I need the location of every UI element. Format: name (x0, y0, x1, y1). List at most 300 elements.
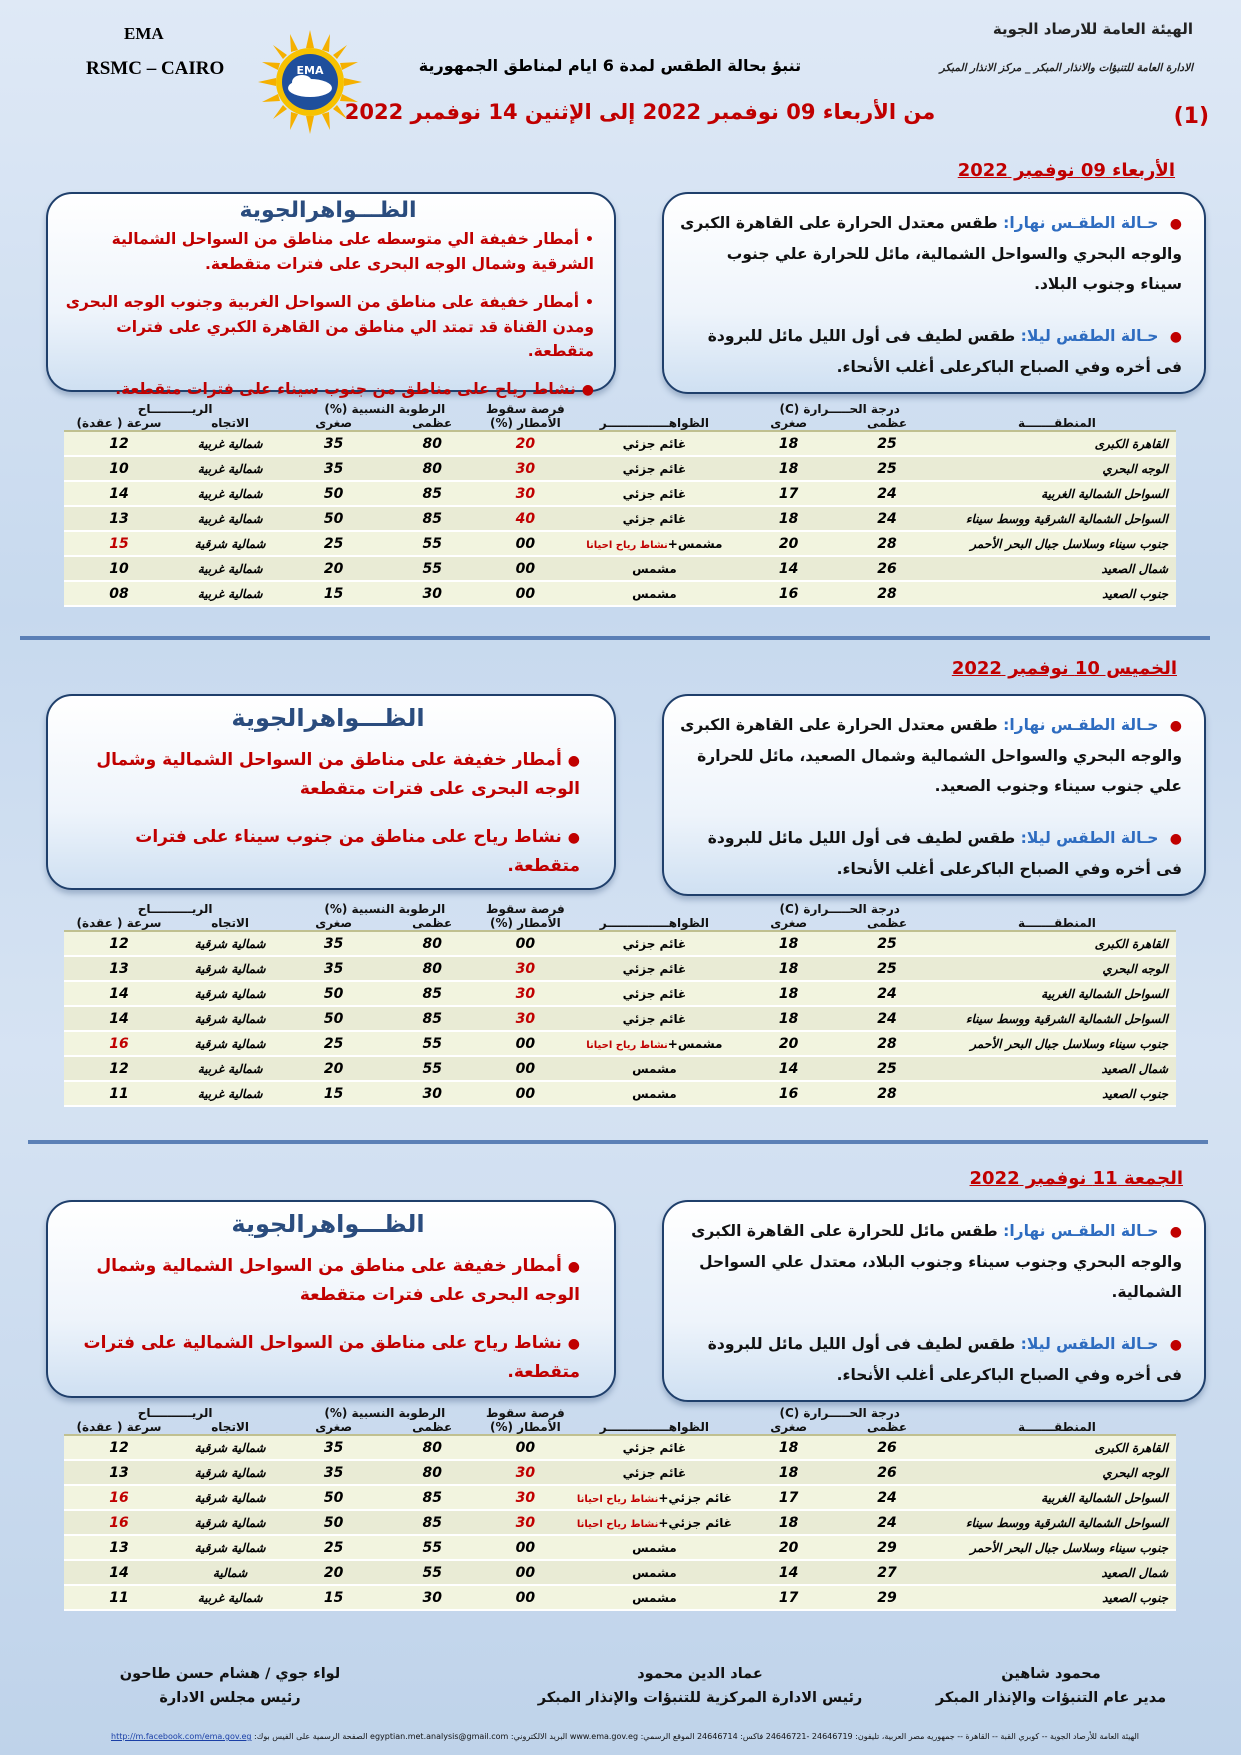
hum-max-cell: 80 (381, 456, 483, 481)
hum-max-cell: 30 (381, 581, 483, 606)
region-cell: الوجه البحري (938, 1460, 1176, 1485)
col-temp-max: عظمى (866, 916, 908, 930)
bullet-icon: ● (1169, 216, 1182, 232)
signature-3 (100, 1662, 360, 1710)
page-title: تنبؤ بحالة الطقس لمدة 6 ايام لمناطق الجمهورية (418, 56, 802, 75)
temp-max-cell: 25 (836, 931, 938, 956)
signature-2 (520, 1662, 880, 1710)
rsmc-label: RSMC – CAIRO (86, 58, 225, 79)
wind-dir-cell: شمالية غربية (174, 1056, 286, 1081)
table-row (64, 1435, 1176, 1460)
bullet-icon: • (585, 232, 594, 248)
phenomena-cell (567, 506, 741, 531)
temp-min-cell: 18 (741, 1460, 836, 1485)
rain-chance-cell: 00 (483, 1585, 567, 1610)
day-separator (20, 636, 1210, 640)
wind-speed-cell: 12 (64, 431, 174, 456)
day1-night-state (680, 321, 1182, 382)
col-temp-max: عظمى (866, 1420, 908, 1434)
col-region: المنطقـــــــة (1018, 1420, 1096, 1434)
region-cell: الوجه البحري (938, 956, 1176, 981)
day1-day-text: طقس معتدل الحرارة على القاهرة الكبرى والوجه البحري والسواحل الشمالية، مائل للحرارة علي جنوب سيناء وجنوب البلاد. (680, 214, 1182, 293)
phenomena-cell (567, 1081, 741, 1106)
hum-max-cell: 80 (381, 431, 483, 456)
col-wind-dir: الاتجاه (211, 416, 249, 430)
bullet-icon: ● (567, 830, 580, 846)
wind-activity-note: نشاط رياح احيانا (576, 1493, 659, 1505)
hum-max-cell: 85 (381, 981, 483, 1006)
wind-speed-cell: 13 (64, 956, 174, 981)
table-row (64, 456, 1176, 481)
temp-max-cell: 28 (836, 1081, 938, 1106)
wind-activity-note: نشاط رياح احيانا (586, 1039, 668, 1051)
hum-min-cell: 50 (286, 506, 381, 531)
col-wind: الريــــــــــاح (137, 402, 213, 416)
temp-min-cell: 16 (741, 581, 836, 606)
day-separator (28, 1140, 1208, 1144)
wind-dir-cell: شمالية غربية (174, 456, 286, 481)
hum-min-cell: 15 (286, 1585, 381, 1610)
dept-name: الادارة العامة للتنبؤات والانذار المبكر _ مركز الانذار المبكر (939, 62, 1193, 74)
col-temp-min: صغرى (770, 1420, 808, 1434)
hum-max-cell: 80 (381, 956, 483, 981)
phenomena-text: غائم جزئي (622, 1440, 687, 1455)
phenomena-text: مشمس (632, 561, 677, 576)
phenomena-cell (567, 456, 741, 481)
hum-min-cell: 20 (286, 1056, 381, 1081)
day1-date: الأربعاء 09 نوفمبر 2022 (957, 160, 1175, 181)
day-state-label: حـالة الطقـس نهارا: (1003, 214, 1159, 232)
col-region: المنطقـــــــة (1018, 916, 1096, 930)
temp-min-cell: 18 (741, 506, 836, 531)
region-cell: شمال الصعيد (938, 1560, 1176, 1585)
rain-chance-cell: 00 (483, 556, 567, 581)
hum-min-cell: 15 (286, 1081, 381, 1106)
logo-text: EMA (296, 64, 324, 77)
day3-forecast-table (64, 1406, 1176, 1611)
hum-min-cell: 20 (286, 1560, 381, 1585)
temp-max-cell: 24 (836, 1006, 938, 1031)
day1-night-text: طقس لطيف فى أول الليل مائل للبرودة فى أخره وفي الصباح الباكرعلى أغلب الأنحاء. (707, 327, 1182, 376)
temp-min-cell: 18 (741, 956, 836, 981)
bullet-icon: ● (567, 1336, 580, 1352)
wind-speed-cell: 16 (64, 1485, 174, 1510)
hum-max-cell: 30 (381, 1585, 483, 1610)
day1-phenomena-box (46, 192, 616, 398)
hum-min-cell: 50 (286, 481, 381, 506)
col-temp: درجة الحـــــرارة (C) (779, 402, 900, 416)
wind-speed-cell: 16 (64, 1510, 174, 1535)
bullet-icon: ● (581, 382, 594, 398)
col-hum-min: صغرى (315, 416, 353, 430)
hum-max-cell: 80 (381, 1435, 483, 1460)
day3-phenomenon-1: ●أمطار خفيفة على مناطق من السواحل الشمالية وشمال الوجه البحرى على فترات متقطعة (96, 1256, 580, 1305)
page-number: (1) (1173, 104, 1209, 129)
rain-chance-cell: 00 (483, 1081, 567, 1106)
day1-phenomenon-2: •أمطار خفيفة على مناطق من السواحل الغربية وجنوب الوجه البحرى ومدن القناة قد تمتد الي مناطق من القاهرة الكبري على فترات متقطعة. (65, 293, 594, 360)
temp-min-cell: 18 (741, 456, 836, 481)
day1-phenomenon-1: •أمطار خفيفة الي متوسطه على مناطق من السواحل الشمالية الشرقية وشمال الوجه البحرى على فترات متقطعة. (111, 230, 594, 273)
rain-chance-cell: 00 (483, 1031, 567, 1056)
hum-min-cell: 35 (286, 931, 381, 956)
phenomena-cell (567, 431, 741, 456)
table-row (64, 481, 1176, 506)
temp-min-cell: 20 (741, 1031, 836, 1056)
col-phenomena: الظواهـــــــــــــــر (599, 916, 710, 930)
bullet-icon: ● (1169, 1224, 1182, 1240)
temp-max-cell: 29 (836, 1585, 938, 1610)
hum-max-cell: 85 (381, 1510, 483, 1535)
wind-dir-cell: شمالية شرقية (174, 981, 286, 1006)
temp-min-cell: 14 (741, 556, 836, 581)
rain-chance-cell: 30 (483, 1460, 567, 1485)
day2-date: الخميس 10 نوفمبر 2022 (951, 658, 1177, 679)
wind-dir-cell: شمالية شرقية (174, 956, 286, 981)
table-row (64, 1056, 1176, 1081)
rain-chance-cell: 30 (483, 1510, 567, 1535)
region-cell: القاهرة الكبرى (938, 931, 1176, 956)
phenomena-cell (567, 556, 741, 581)
rain-chance-cell: 30 (483, 981, 567, 1006)
bullet-icon: ● (1169, 329, 1182, 345)
day3-phenomena-title: الظـــواهرالجوية (231, 1210, 425, 1238)
signature-title: رئيس مجلس الادارة (159, 1690, 301, 1706)
region-cell: السواحل الشمالية الشرقية ووسط سيناء (938, 1006, 1176, 1031)
day1-phenomena-title: الظـــواهرالجوية (239, 198, 417, 223)
table-row (64, 1485, 1176, 1510)
phenomena-text: غائم جزئي+ (658, 1515, 732, 1530)
phenomena-text: مشمس (632, 586, 677, 601)
temp-max-cell: 28 (836, 531, 938, 556)
wind-speed-cell: 16 (64, 1031, 174, 1056)
hum-max-cell: 55 (381, 1560, 483, 1585)
table-row (64, 1585, 1176, 1610)
facebook-link[interactable]: http://m.facebook.com/ema.gov.eg (111, 1732, 252, 1741)
hum-min-cell: 35 (286, 1435, 381, 1460)
night-state-label: حـالة الطقس ليلا: (1020, 327, 1159, 345)
region-cell: جنوب الصعيد (938, 1585, 1176, 1610)
temp-max-cell: 24 (836, 981, 938, 1006)
hum-max-cell: 85 (381, 506, 483, 531)
temp-max-cell: 26 (836, 1460, 938, 1485)
col-humidity: الرطوبة النسبية (%) (324, 902, 446, 916)
hum-min-cell: 35 (286, 956, 381, 981)
temp-max-cell: 28 (836, 581, 938, 606)
night-state-label: حـالة الطقس ليلا: (1020, 829, 1159, 847)
col-wind-dir: الاتجاه (211, 916, 249, 930)
wind-dir-cell: شمالية شرقية (174, 931, 286, 956)
wind-speed-cell: 12 (64, 1056, 174, 1081)
region-cell: جنوب سيناء وسلاسل جبال البحر الأحمر (938, 1535, 1176, 1560)
signature-name: لواء جوي / هشام حسن طاحون (119, 1666, 341, 1682)
temp-min-cell: 18 (741, 1006, 836, 1031)
signature-title: مدير عام التنبؤات والإنذار المبكر (935, 1690, 1167, 1706)
phenomena-text: غائم جزئي (622, 461, 687, 476)
col-hum-max: عظمى (412, 916, 453, 930)
wind-speed-cell: 13 (64, 1535, 174, 1560)
region-cell: السواحل الشمالية الغربية (938, 481, 1176, 506)
col-wind: الريــــــــــاح (137, 1406, 213, 1420)
wind-speed-cell: 08 (64, 581, 174, 606)
col-temp-max: عظمى (866, 416, 908, 430)
table-row (64, 1081, 1176, 1106)
phenomena-text: غائم جزئي (622, 486, 687, 501)
phenomena-cell (567, 1056, 741, 1081)
temp-max-cell: 28 (836, 1031, 938, 1056)
table-row (64, 956, 1176, 981)
rain-chance-cell: 00 (483, 1535, 567, 1560)
temp-min-cell: 17 (741, 481, 836, 506)
wind-speed-cell: 13 (64, 1460, 174, 1485)
signature-name: محمود شاهين (1001, 1666, 1101, 1682)
temp-max-cell: 25 (836, 956, 938, 981)
phenomena-text: مشمس+ (667, 536, 723, 551)
temp-min-cell: 20 (741, 531, 836, 556)
bullet-icon: ● (567, 753, 580, 769)
phenomena-text: مشمس (632, 1086, 677, 1101)
temp-min-cell: 18 (741, 981, 836, 1006)
temp-min-cell: 20 (741, 1535, 836, 1560)
temp-max-cell: 26 (836, 1435, 938, 1460)
hum-min-cell: 50 (286, 1006, 381, 1031)
day3-weather-state-box (662, 1200, 1206, 1402)
hum-min-cell: 35 (286, 456, 381, 481)
hum-min-cell: 25 (286, 531, 381, 556)
col-temp: درجة الحـــــرارة (C) (779, 1406, 900, 1420)
phenomena-cell (567, 956, 741, 981)
col-hum-min: صغرى (315, 916, 353, 930)
temp-max-cell: 25 (836, 456, 938, 481)
col-phenomena: الظواهـــــــــــــــر (599, 416, 710, 430)
col-temp: درجة الحـــــرارة (C) (779, 902, 900, 916)
region-cell: القاهرة الكبرى (938, 431, 1176, 456)
wind-dir-cell: شمالية غربية (174, 556, 286, 581)
hum-min-cell: 25 (286, 1535, 381, 1560)
temp-min-cell: 18 (741, 1435, 836, 1460)
phenomena-text: مشمس (632, 1540, 677, 1555)
col-phenomena: الظواهـــــــــــــــر (599, 1420, 710, 1434)
signature-1 (921, 1662, 1181, 1710)
temp-max-cell: 24 (836, 1485, 938, 1510)
wind-dir-cell: شمالية غربية (174, 481, 286, 506)
rain-chance-cell: 30 (483, 956, 567, 981)
table-row (64, 1006, 1176, 1031)
day2-phenomena-box (46, 694, 616, 890)
day3-phenomenon-2: ●نشاط رياح على مناطق من السواحل الشمالية على فترات متقطعة. (83, 1333, 580, 1382)
col-wind-speed: سرعة ( عقدة) (76, 916, 162, 930)
col-humidity: الرطوبة النسبية (%) (324, 1406, 446, 1420)
temp-min-cell: 16 (741, 1081, 836, 1106)
phenomena-text: مشمس (632, 1565, 677, 1580)
table-row (64, 556, 1176, 581)
hum-max-cell: 30 (381, 1081, 483, 1106)
phenomena-text: غائم جزئي (622, 961, 687, 976)
day3-phenomena-box (46, 1200, 616, 1398)
region-cell: السواحل الشمالية الشرقية ووسط سيناء (938, 506, 1176, 531)
hum-min-cell: 25 (286, 1031, 381, 1056)
table-row (64, 1510, 1176, 1535)
signature-title: رئيس الادارة المركزية للتنبؤات والإنذار المبكر (537, 1690, 863, 1706)
hum-min-cell: 35 (286, 431, 381, 456)
day-state-label: حـالة الطقـس نهارا: (1003, 716, 1159, 734)
region-cell: شمال الصعيد (938, 1056, 1176, 1081)
wind-dir-cell: شمالية شرقية (174, 1510, 286, 1535)
wind-speed-cell: 11 (64, 1585, 174, 1610)
table-row (64, 1535, 1176, 1560)
day3-day-state (680, 1216, 1182, 1307)
wind-speed-cell: 11 (64, 1081, 174, 1106)
phenomena-cell (567, 1006, 741, 1031)
wind-speed-cell: 14 (64, 481, 174, 506)
col-rain: فرصة سقوط الأمطار (%) (485, 902, 565, 930)
wind-speed-cell: 10 (64, 556, 174, 581)
hum-min-cell: 20 (286, 556, 381, 581)
hum-min-cell: 50 (286, 981, 381, 1006)
wind-speed-cell: 12 (64, 1435, 174, 1460)
rain-chance-cell: 40 (483, 506, 567, 531)
wind-speed-cell: 14 (64, 981, 174, 1006)
temp-max-cell: 26 (836, 556, 938, 581)
day3-date: الجمعة 11 نوفمبر 2022 (969, 1168, 1183, 1189)
col-rain: فرصة سقوط الأمطار (%) (485, 402, 565, 430)
table-row (64, 1031, 1176, 1056)
wind-dir-cell: شمالية شرقية (174, 1485, 286, 1510)
phenomena-cell (567, 531, 741, 556)
day2-night-state (680, 823, 1182, 884)
hum-max-cell: 85 (381, 1006, 483, 1031)
hum-max-cell: 55 (381, 1535, 483, 1560)
wind-dir-cell: شمالية غربية (174, 1585, 286, 1610)
bullet-icon: • (585, 295, 594, 311)
wind-dir-cell: شمالية شرقية (174, 1460, 286, 1485)
hum-max-cell: 55 (381, 1056, 483, 1081)
region-cell: جنوب سيناء وسلاسل جبال البحر الأحمر (938, 531, 1176, 556)
rain-chance-cell: 00 (483, 581, 567, 606)
phenomena-text: غائم جزئي (622, 436, 687, 451)
bullet-icon: ● (1169, 718, 1182, 734)
temp-min-cell: 18 (741, 931, 836, 956)
rain-chance-cell: 30 (483, 1006, 567, 1031)
org-name: الهيئة العامة للارصاد الجوية (992, 20, 1193, 38)
col-wind-dir: الاتجاه (211, 1420, 249, 1434)
day3-night-state (680, 1329, 1182, 1390)
wind-speed-cell: 15 (64, 531, 174, 556)
col-temp-min: صغرى (770, 916, 808, 930)
temp-max-cell: 25 (836, 431, 938, 456)
hum-max-cell: 85 (381, 481, 483, 506)
phenomena-cell (567, 981, 741, 1006)
bullet-icon: ● (567, 1259, 580, 1275)
table-row (64, 981, 1176, 1006)
phenomena-text: مشمس (632, 1590, 677, 1605)
day-state-label: حـالة الطقـس نهارا: (1003, 1222, 1159, 1240)
phenomena-cell (567, 1460, 741, 1485)
phenomena-text: غائم جزئي+ (658, 1490, 732, 1505)
phenomena-text: مشمس (632, 1061, 677, 1076)
hum-max-cell: 55 (381, 531, 483, 556)
wind-activity-note: نشاط رياح احيانا (586, 539, 668, 551)
temp-min-cell: 14 (741, 1056, 836, 1081)
col-hum-min: صغرى (315, 1420, 353, 1434)
wind-dir-cell: شمالية غربية (174, 581, 286, 606)
rain-chance-cell: 30 (483, 1485, 567, 1510)
region-cell: شمال الصعيد (938, 556, 1176, 581)
phenomena-cell (567, 1585, 741, 1610)
rain-chance-cell: 20 (483, 431, 567, 456)
col-wind-speed: سرعة ( عقدة) (76, 1420, 162, 1434)
wind-dir-cell: شمالية غربية (174, 1081, 286, 1106)
day3-night-text: طقس لطيف فى أول الليل مائل للبرودة فى أخره وفي الصباح الباكرعلى أغلب الأنحاء. (707, 1335, 1182, 1384)
region-cell: السواحل الشمالية الغربية (938, 981, 1176, 1006)
region-cell: جنوب الصعيد (938, 581, 1176, 606)
day2-forecast-table (64, 902, 1176, 1107)
day2-day-state (680, 710, 1182, 801)
phenomena-cell (567, 1485, 741, 1510)
wind-speed-cell: 14 (64, 1006, 174, 1031)
table-row (64, 431, 1176, 456)
hum-min-cell: 35 (286, 1460, 381, 1485)
phenomena-text: غائم جزئي (622, 511, 687, 526)
rain-chance-cell: 00 (483, 531, 567, 556)
region-cell: جنوب سيناء وسلاسل جبال البحر الأحمر (938, 1031, 1176, 1056)
table-row (64, 931, 1176, 956)
col-hum-max: عظمى (412, 1420, 453, 1434)
temp-min-cell: 18 (741, 1510, 836, 1535)
phenomena-text: مشمس+ (667, 1036, 723, 1051)
rain-chance-cell: 00 (483, 1056, 567, 1081)
phenomena-text: غائم جزئي (622, 1011, 687, 1026)
table-row (64, 581, 1176, 606)
hum-max-cell: 55 (381, 556, 483, 581)
day1-day-state (680, 208, 1182, 299)
day3-day-text: طقس مائل للحرارة على القاهرة الكبرى والوجه البحري وجنوب سيناء وجنوب البلاد، معتدل علي السواحل الشمالية. (691, 1222, 1182, 1301)
temp-max-cell: 25 (836, 1056, 938, 1081)
phenomena-text: غائم جزئي (622, 936, 687, 951)
temp-min-cell: 14 (741, 1560, 836, 1585)
temp-max-cell: 24 (836, 481, 938, 506)
phenomena-cell (567, 931, 741, 956)
temp-max-cell: 24 (836, 506, 938, 531)
col-rain: فرصة سقوط الأمطار (%) (485, 1406, 565, 1434)
wind-dir-cell: شمالية شرقية (174, 1031, 286, 1056)
day2-phenomena-title: الظـــواهرالجوية (231, 704, 425, 732)
hum-max-cell: 80 (381, 931, 483, 956)
day1-weather-state-box (662, 192, 1206, 394)
day1-phenomenon-3: ●نشاط رياح على مناطق من جنوب سيناء على فترات متقطعة. (115, 380, 594, 398)
phenomena-cell (567, 1535, 741, 1560)
region-cell: القاهرة الكبرى (938, 1435, 1176, 1460)
phenomena-cell (567, 1435, 741, 1460)
phenomena-cell (567, 481, 741, 506)
wind-dir-cell: شمالية (174, 1560, 286, 1585)
wind-activity-note: نشاط رياح احيانا (576, 1518, 659, 1530)
day1-forecast-table (64, 402, 1176, 607)
signature-name: عماد الدين محمود (637, 1666, 763, 1682)
temp-min-cell: 17 (741, 1585, 836, 1610)
rain-chance-cell: 00 (483, 931, 567, 956)
temp-max-cell: 24 (836, 1510, 938, 1535)
hum-max-cell: 80 (381, 1460, 483, 1485)
rain-chance-cell: 00 (483, 1435, 567, 1460)
wind-dir-cell: شمالية غربية (174, 431, 286, 456)
col-hum-max: عظمى (412, 416, 453, 430)
region-cell: الوجه البحري (938, 456, 1176, 481)
wind-speed-cell: 10 (64, 456, 174, 481)
wind-dir-cell: شمالية شرقية (174, 1006, 286, 1031)
col-humidity: الرطوبة النسبية (%) (324, 402, 446, 416)
ema-label: EMA (124, 24, 164, 43)
footer-text: الهيئة العامة للأرصاد الجوية -- كوبري القبة -- القاهرة -- جمهوريه مصر العربية، تليفون: 24646719 -24646721 فاكس: 24646714 الموقع الرسمي: www.ema.gov.eg البريد الالكتروني: egyptian.met.analysis@gmail.com الصفحة الرسمية على الفيس بوك: (254, 1732, 1139, 1741)
